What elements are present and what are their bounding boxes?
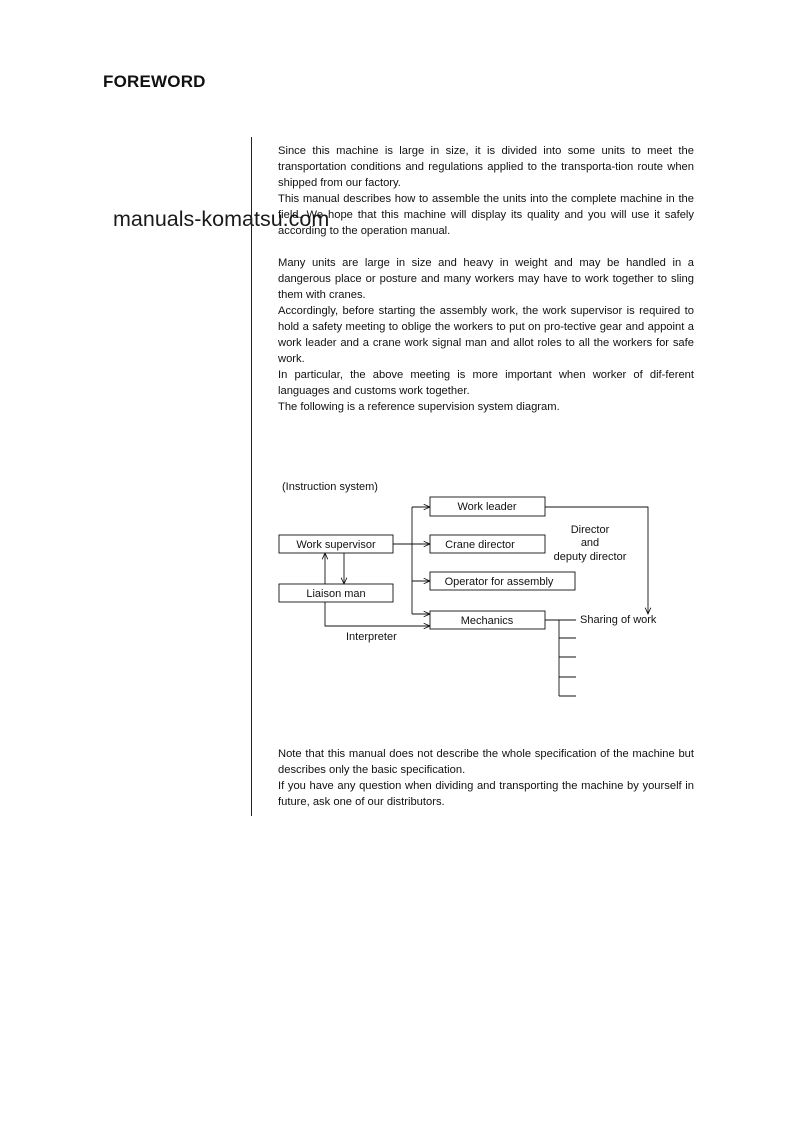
interpreter-label: Interpreter — [346, 631, 397, 643]
page-title: FOREWORD — [103, 72, 206, 91]
deputy-director-label: deputy director — [553, 551, 627, 563]
safety-paragraph: The following is a reference supervision system diagram. — [278, 401, 560, 413]
closing-section — [278, 746, 694, 810]
liaison-man-label: Liaison man — [306, 588, 366, 600]
work-supervisor-label: Work supervisor — [296, 539, 376, 551]
intro-paragraph: Since this machine is large in size, it is divided into some units to meet the transportation conditions and regulations applied to the transporta-tion route when shipped from our factory. — [278, 145, 694, 189]
closing-paragraph: If you have any question when dividing and transporting the machine by yourself in future, ask one of our distributors. — [278, 780, 694, 808]
director-label: Director — [570, 524, 610, 536]
operator-label: Operator for assembly — [444, 576, 554, 588]
instruction-system-label: (Instruction system) — [282, 481, 378, 493]
safety-paragraph: Many units are large in size and heavy in weight and may be handled in a dangerous place or posture and many workers may have to work together to sling them with cranes. — [278, 257, 694, 301]
intro-paragraph: This manual describes how to assemble the units into the complete machine in the field. We hope that this machine will display its quality and you will use it safely according to the operation manual. — [278, 193, 694, 237]
director-and-label: and — [580, 537, 600, 549]
watermark[interactable]: manuals-komatsu.com — [113, 207, 330, 231]
safety-paragraph: Accordingly, before starting the assembly work, the work supervisor is required to hold a safety meeting to oblige the workers to put on pro-tective gear and appoint a work leader and a crane work signal man and allot roles to all the workers for safe work. — [278, 305, 694, 365]
crane-director-label: Crane director — [445, 539, 515, 551]
safety-paragraph: In particular, the above meeting is more important when worker of dif-ferent languages and customs work together. — [278, 369, 694, 397]
mechanics-label: Mechanics — [460, 615, 514, 627]
closing-paragraph: Note that this manual does not describe the whole specification of the machine but describes only the basic specification. — [278, 748, 694, 776]
work-leader-label: Work leader — [457, 501, 517, 513]
sharing-of-work-label: Sharing of work — [580, 614, 657, 626]
